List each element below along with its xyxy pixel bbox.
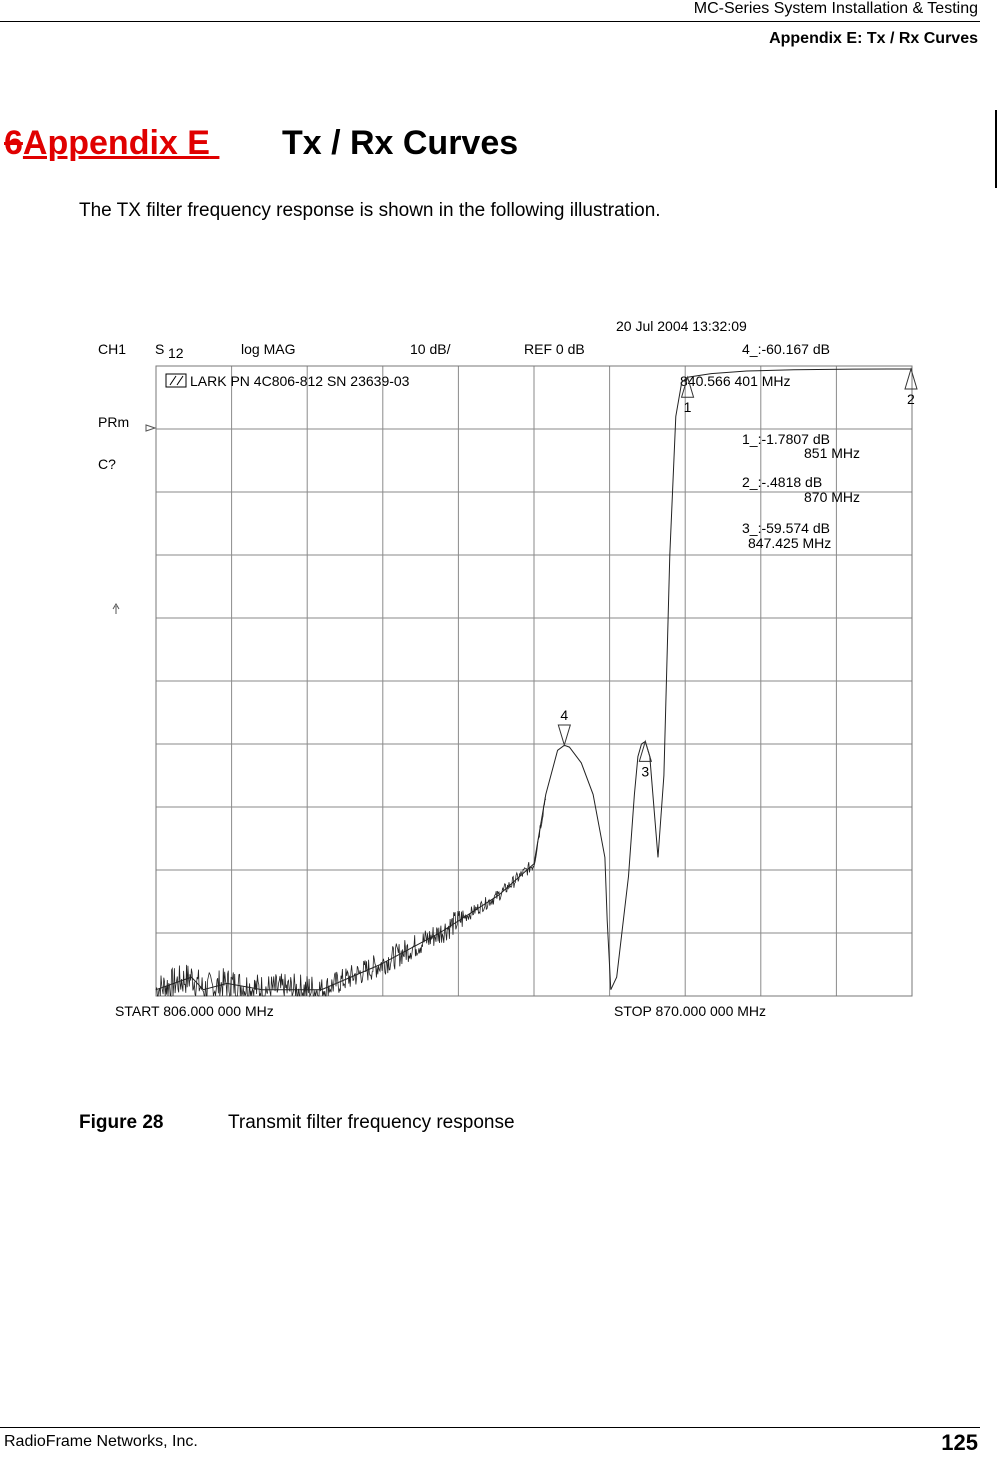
parameter-label: S <box>155 341 165 357</box>
start-frequency-label: START 806.000 000 MHz <box>115 1003 274 1019</box>
parameter-subscript: 12 <box>168 345 184 361</box>
trace-title: LARK PN 4C806-812 SN 23639-03 <box>190 373 410 389</box>
analyzer-timestamp: 20 Jul 2004 13:32:09 <box>616 318 747 334</box>
reference-level-pointer-icon <box>146 425 155 431</box>
marker-3-label: 3 <box>641 763 650 780</box>
active-marker-frequency: 840.566 401 MHz <box>680 373 791 389</box>
side-label-cal: C? <box>98 456 116 472</box>
trace-memory-icon-slash-a <box>170 376 176 385</box>
marker-readout-value: 3_:-59.574 dB <box>742 520 830 536</box>
running-header-title: MC-Series System Installation & Testing <box>693 0 978 17</box>
channel-label: CH1 <box>98 341 127 357</box>
marker-readout-frequency: 870 MHz <box>804 489 861 505</box>
marker-2-label: 2 <box>907 391 915 408</box>
footer-rule <box>0 1427 980 1428</box>
footer-company: RadioFrame Networks, Inc. <box>4 1433 198 1450</box>
trace-memory-icon <box>166 374 186 387</box>
noise-jitter <box>156 798 546 996</box>
marker-layer <box>558 369 917 779</box>
marker-readout-value: 1_:-1.7807 dB <box>742 431 830 447</box>
trace-memory-icon-slash-b <box>177 376 183 385</box>
intro-paragraph: The TX filter frequency response is shown in the following illustration. <box>79 200 661 221</box>
reference-label: REF 0 dB <box>524 341 585 357</box>
marker-readouts <box>742 431 860 551</box>
page-number: 125 <box>941 1430 978 1455</box>
appendix-title-text: Tx / Rx Curves <box>281 124 519 162</box>
figure-number: Figure 28 <box>79 1112 164 1133</box>
marker-readout-frequency: 851 MHz <box>804 445 861 461</box>
marker-2-icon <box>905 369 917 389</box>
noise-floor-trace <box>156 798 546 996</box>
deleted-section-number: 6 <box>4 124 23 162</box>
chart-grid <box>156 366 912 996</box>
format-label: log MAG <box>241 341 296 357</box>
running-header-subtitle: Appendix E: Tx / Rx Curves <box>769 30 978 47</box>
side-label-prm: PRm <box>98 414 130 430</box>
marker-4-icon <box>558 725 570 745</box>
appendix-label: Appendix E <box>22 124 210 162</box>
active-marker-value: 4_:-60.167 dB <box>742 341 830 357</box>
scale-label: 10 dB/ <box>410 341 451 357</box>
marker-4-label: 4 <box>560 707 569 724</box>
figure-caption: Transmit filter frequency response <box>228 1112 515 1133</box>
marker-readout-value: 2_:-.4818 dB <box>742 474 823 490</box>
marker-readout-frequency: 847.425 MHz <box>748 535 832 551</box>
stop-frequency-label: STOP 870.000 000 MHz <box>614 1003 767 1019</box>
marker-1-label: 1 <box>683 399 692 416</box>
